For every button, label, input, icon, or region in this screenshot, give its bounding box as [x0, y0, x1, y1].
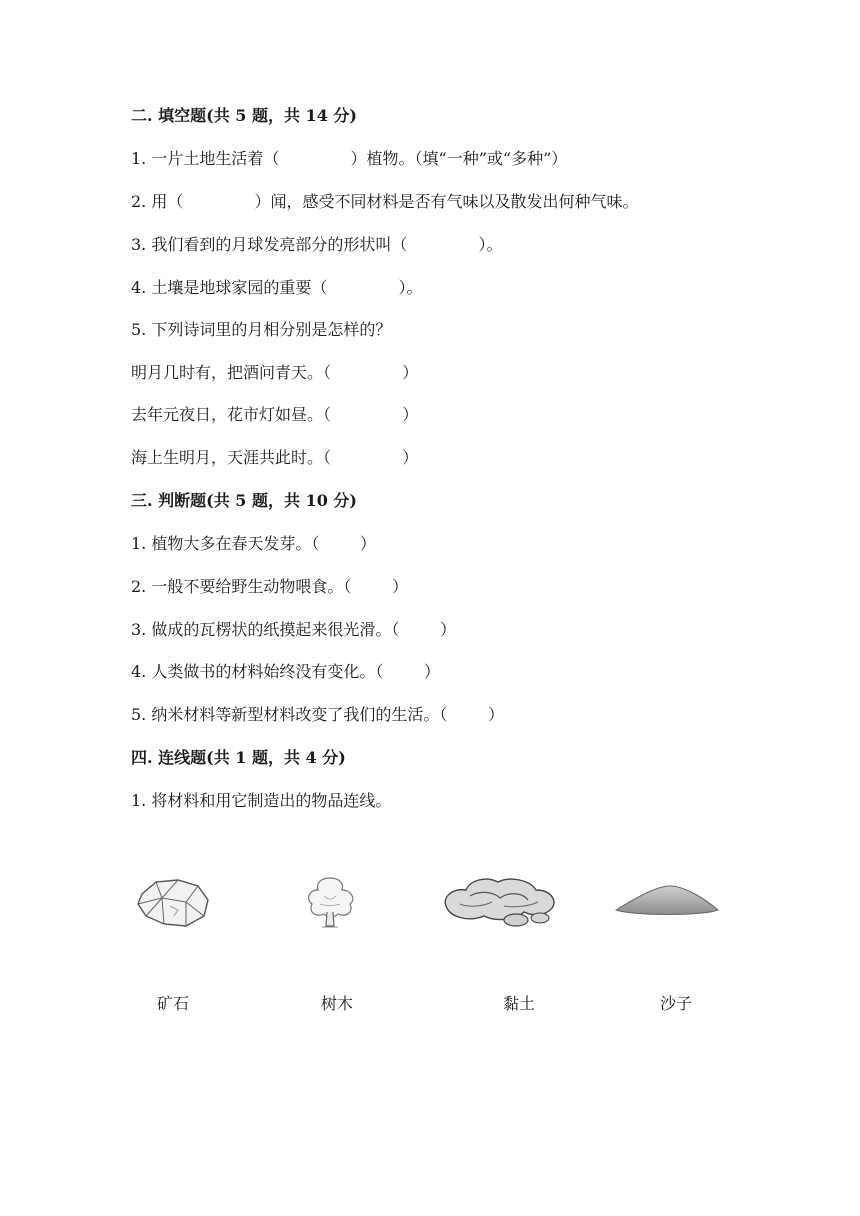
match-question-1: 1. 将材料和用它制造出的物品连线。 — [131, 791, 392, 810]
fill-question-5: 5. 下列诗词里的月相分别是怎样的？ — [131, 320, 392, 339]
rock-icon — [134, 874, 214, 930]
fill-question-1: 1. 一片土地生活着（ ）植物。（填“一种”或“多种”） — [131, 149, 568, 168]
judge-question-5: 5. 纳米材料等新型材料改变了我们的生活。（ ） — [131, 705, 505, 724]
poem-line-3: 海上生明月，天涯共此时。（ ） — [131, 448, 419, 467]
poem-line-2: 去年元夜日，花市灯如昼。（ ） — [131, 405, 419, 424]
fill-question-4: 4. 土壤是地球家园的重要（ ）。 — [131, 278, 423, 297]
judge-question-3: 3. 做成的瓦楞状的纸摸起来很光滑。（ ） — [131, 620, 457, 639]
judge-question-1: 1. 植物大多在春天发芽。（ ） — [131, 534, 377, 553]
caption-clay: 黏土 — [502, 994, 535, 1013]
caption-tree: 树木 — [320, 994, 353, 1013]
caption-rock: 矿石 — [156, 994, 189, 1013]
fill-question-2: 2. 用（ ）闻，感受不同材料是否有气味以及散发出何种气味。 — [131, 192, 639, 211]
clay-icon — [440, 872, 560, 932]
section3-heading: 三. 判断题(共 5 题，共 10 分) — [131, 491, 357, 510]
caption-sand: 沙子 — [659, 994, 692, 1013]
sand-icon — [612, 880, 722, 920]
section4-heading: 四. 连线题(共 1 题，共 4 分) — [131, 748, 346, 767]
judge-question-4: 4. 人类做书的材料始终没有变化。（ ） — [131, 662, 441, 681]
section2-heading: 二. 填空题(共 5 题，共 14 分) — [131, 106, 357, 125]
tree-icon — [300, 872, 360, 932]
poem-line-1: 明月几时有，把酒问青天。（ ） — [131, 363, 419, 382]
judge-question-2: 2. 一般不要给野生动物喂食。（ ） — [131, 577, 409, 596]
fill-question-3: 3. 我们看到的月球发亮部分的形状叫（ ）。 — [131, 235, 503, 254]
